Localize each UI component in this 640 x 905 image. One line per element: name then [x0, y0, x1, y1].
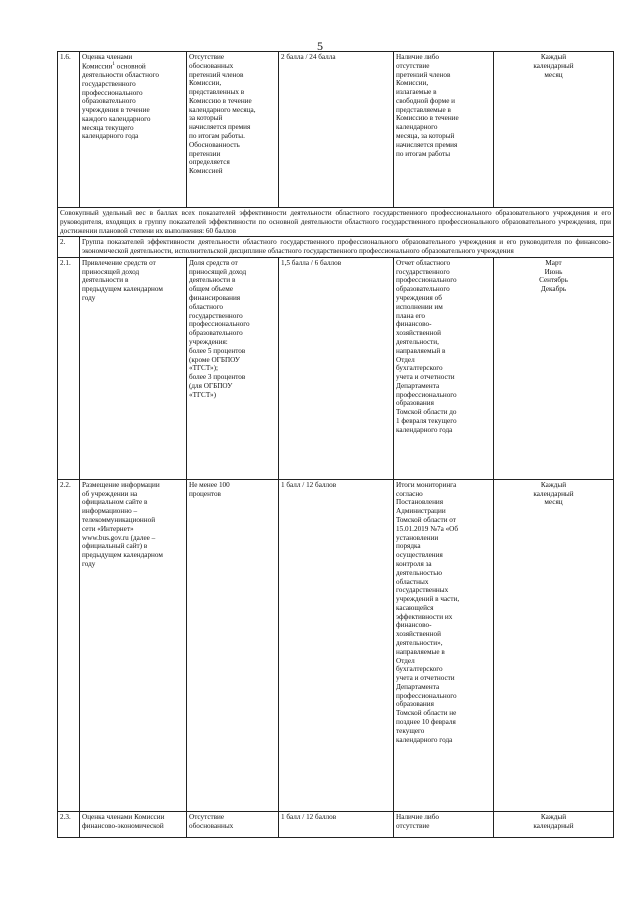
row-number: 2.3.	[58, 811, 80, 837]
indicator-score: 2 балла / 24 балла	[279, 52, 394, 208]
group-row	[58, 237, 614, 258]
summary-text: Совокупный удельный вес в баллах всех показателей эффективности деятельности областного государственного профессионального образовательного учреждения и его руководителя, входящих в группу показателей эффективности по основной деятельности областного государственного профессионального образовательного учреждения, при достижении плановой степени их выполнения: 60 баллов	[58, 208, 614, 237]
indicator-period: Каждый календарный месяц	[494, 479, 614, 811]
footnote-mark: 1	[112, 61, 115, 67]
indicator-score: 1,5 балла / 6 баллов	[279, 257, 394, 479]
indicator-source: Наличие либо отсутствие претензий членов Комиссии, излагаемые в свободной форме и представляемые в Комиссию в течение календарного месяца, за который начисляется премия по итогам работы	[394, 52, 494, 208]
indicator-source: Отчет областного государственного профессионального образовательного учреждения об исполнении им плана его финансово- хозяйственной деятельности, направляемый в Отдел бухгалтерского учета и отчетности Департамента профессионального образования Томской области до 1 февраля текущего календарного года	[394, 257, 494, 479]
table-row	[58, 52, 614, 208]
row-number: 2.1.	[58, 257, 80, 479]
group-title: Группа показателей эффективности деятельности областного государственного профессионального образовательного учреждения и его руководителя по финансово-экономической деятельности, исполнительской дисциплине областного государственного профессионального образовательного учреждения	[80, 237, 614, 258]
group-number: 2.	[58, 237, 80, 258]
indicator-criteria: Не менее 100 процентов	[187, 479, 279, 811]
indicator-period: Март Июнь Сентябрь Декабрь	[494, 257, 614, 479]
indicator-criteria: Доля средств от приносящей доход деятельности в общем объеме финансирования областного государственного профессионального образовательного учреждения: более 5 процентов (кроме ОГБПОУ «ТГСТ»); более 3 процентов (для ОГБПОУ «ТГСТ»)	[187, 257, 279, 479]
table-row	[58, 811, 614, 837]
row-number: 2.2.	[58, 479, 80, 811]
indicator-name: Оценка членами Комиссии финансово-экономической	[80, 811, 187, 837]
indicator-score: 1 балл / 12 баллов	[279, 811, 394, 837]
indicator-name: Размещение информации об учреждении на официальном сайте в информационно – телекоммуникационной сети «Интернет» www.bus.gov.ru (далее – официальный сайт) в предыдущем календарном году	[80, 479, 187, 811]
page-number: 5	[317, 39, 323, 53]
indicator-source: Итоги мониторинга согласно Постановления Администрации Томской области от 15.01.2019 №7а «Об установлении порядка осуществления контроля за деятельностью областных государственных учреждений в части, касающейся эффективности их финансово- хозяйственной деятельности», направляемые в Отдел бухгалтерского учета и отчетности Департамента профессионального образования Томской области не позднее 10 февраля текущего календарного года	[394, 479, 494, 811]
indicator-name: Привлечение средств от приносящей доход деятельности в предыдущем календарном году	[80, 257, 187, 479]
summary-row	[58, 208, 614, 237]
indicator-period: Каждый календарный месяц	[494, 52, 614, 208]
indicators-table	[57, 51, 614, 838]
indicator-criteria: Отсутствие обоснованных претензий членов Комиссии, представленных в Комиссию в течение календарного месяца, за который начисляется премия по итогам работы. Обоснованность претензии определяется Комиссией	[187, 52, 279, 208]
table-row	[58, 479, 614, 811]
indicator-criteria: Отсутствие обоснованных	[187, 811, 279, 837]
indicator-period: Каждый календарный	[494, 811, 614, 837]
indicator-name: Оценка членами Комиссии$^1$ основной деятельности областного государственного профессионального образовательного учреждения в течение каждого календарного месяца текущего календарного года	[80, 52, 187, 208]
indicator-score: 1 балл / 12 баллов	[279, 479, 394, 811]
row-number: 1.6.	[58, 52, 80, 208]
indicator-source: Наличие либо отсутствие	[394, 811, 494, 837]
table-row	[58, 257, 614, 479]
